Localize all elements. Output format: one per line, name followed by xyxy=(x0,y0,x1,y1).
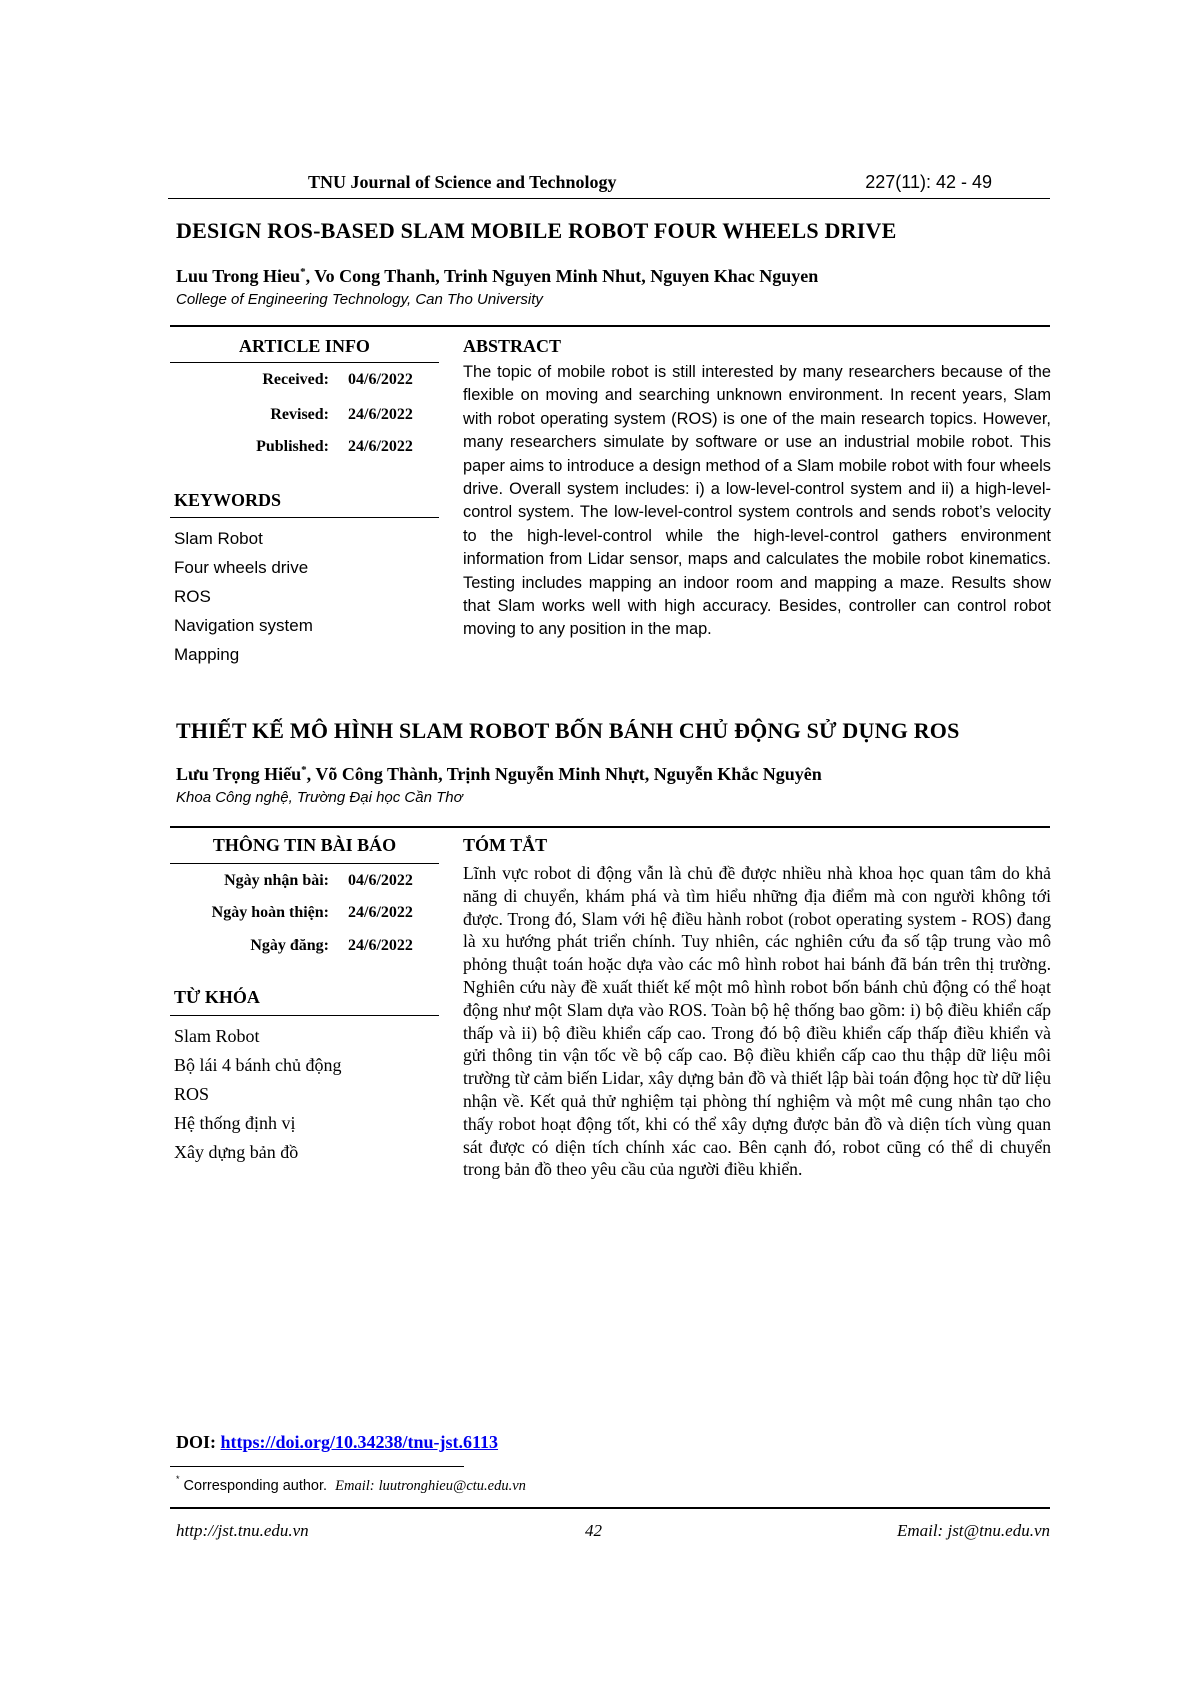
page-number: 42 xyxy=(585,1521,602,1540)
date-label: Ngày nhận bài: xyxy=(224,872,329,889)
keyword-item: Four wheels drive xyxy=(174,558,309,577)
date-published-vi xyxy=(170,937,439,959)
article-info-en xyxy=(170,325,1050,695)
volume-pages: 227(11): 42 - 49 xyxy=(865,172,992,192)
date-received-vi xyxy=(170,872,439,894)
journal-email: Email: jst@tnu.edu.vn xyxy=(896,1521,1050,1540)
date-value: 24/6/2022 xyxy=(348,438,413,455)
first-author-en: Luu Trong Hieu xyxy=(176,266,301,286)
first-author-vi: Lưu Trọng Hiếu xyxy=(176,764,302,784)
doi-link[interactable]: https://doi.org/10.34238/tnu-jst.6113 xyxy=(220,1432,499,1452)
footnote xyxy=(176,1476,526,1495)
keyword-item: Hệ thống định vị xyxy=(174,1113,296,1133)
date-label: Received: xyxy=(262,371,329,388)
article-info-heading-vi: THÔNG TIN BÀI BÁO xyxy=(212,835,397,855)
affiliation-en: College of Engineering Technology, Can Tho University xyxy=(176,291,543,308)
keywords-list-vi xyxy=(174,1022,341,1167)
page-footer xyxy=(170,1507,1050,1540)
keyword-item: Bộ lái 4 bánh chủ động xyxy=(174,1055,342,1075)
keywords-heading: KEYWORDS xyxy=(174,490,282,510)
keyword-item: Mapping xyxy=(174,645,240,664)
keyword-item: ROS xyxy=(174,587,211,606)
date-value: 24/6/2022 xyxy=(348,937,413,954)
journal-name: TNU Journal of Science and Technology xyxy=(308,172,617,192)
affiliation-vi: Khoa Công nghệ, Trường Đại học Cần Thơ xyxy=(176,789,463,806)
date-value: 24/6/2022 xyxy=(348,406,413,423)
keyword-item: Xây dựng bản đồ xyxy=(174,1142,299,1162)
other-authors-vi: , Võ Công Thành, Trịnh Nguyễn Minh Nhựt, Nguyễn Khắc Nguyên xyxy=(306,764,822,784)
other-authors-en: , Vo Cong Thanh, Trinh Nguyen Minh Nhut, Nguyen Khac Nguyen xyxy=(305,266,819,286)
abstract-text-en: The topic of mobile robot is still interested by many researchers because of the flexible on moving and searching unknown environment. In recent years, Slam with robot operating system (ROS) is one of the main research topics. However, many researchers simulate by software or use an industrial mobile robot. This paper aims to introduce a design method of a Slam mobile robot with four wheels drive. Overall system includes: i) a low-level-control system and ii) a high-level-control system. The low-level-control system controls and sends robot’s velocity to the high-level-control while the high-level-control gathers environment information from Lidar sensor, maps and calculates the mobile robot kinematics. Testing includes mapping an indoor room and mapping a maze. Results show that Slam works well with high accuracy. Besides, controller can control robot moving to any position in the map. xyxy=(463,363,1051,639)
top-rule xyxy=(170,325,1050,327)
keyword-item: Slam Robot xyxy=(174,1026,260,1046)
keyword-item: Slam Robot xyxy=(174,529,263,548)
article-info-heading: ARTICLE INFO xyxy=(239,336,370,356)
top-rule xyxy=(170,826,1050,828)
date-value: 04/6/2022 xyxy=(348,371,413,388)
date-value: 24/6/2022 xyxy=(348,904,413,921)
paper-title-en: DESIGN ROS-BASED SLAM MOBILE ROBOT FOUR WHEELS DRIVE xyxy=(176,218,897,243)
date-label: Ngày hoàn thiện: xyxy=(211,904,329,921)
keyword-item: Navigation system xyxy=(174,616,313,635)
authors-vi xyxy=(176,764,822,785)
footnote-text: Corresponding author. xyxy=(183,1477,328,1494)
footnote-email-label: Email: xyxy=(335,1477,375,1494)
doi-label: DOI: xyxy=(176,1432,216,1452)
keywords-rule xyxy=(170,517,439,518)
running-header xyxy=(168,168,1050,199)
corresponding-mark-en: * xyxy=(300,266,306,278)
date-received xyxy=(170,371,439,393)
keywords-list xyxy=(174,524,313,669)
info-rule xyxy=(170,362,439,363)
info-rule xyxy=(170,863,439,864)
footnote-mark: * xyxy=(176,1474,180,1484)
journal-website: http://jst.tnu.edu.vn xyxy=(176,1521,309,1540)
keyword-item: ROS xyxy=(174,1084,210,1104)
doi-line xyxy=(176,1432,498,1453)
keywords-rule xyxy=(170,1015,439,1016)
date-revised-vi xyxy=(170,904,439,926)
date-value: 04/6/2022 xyxy=(348,872,413,889)
date-label: Published: xyxy=(256,438,329,455)
keywords-heading-vi: TỪ KHÓA xyxy=(174,987,260,1007)
date-label: Ngày đăng: xyxy=(250,937,329,954)
date-label: Revised: xyxy=(270,406,329,423)
footnote-email: luutronghieu@ctu.edu.vn xyxy=(378,1477,526,1494)
footnote-rule xyxy=(170,1466,464,1467)
authors-en xyxy=(176,266,818,287)
abstract-heading: ABSTRACT xyxy=(463,336,562,356)
paper-title-vi: THIẾT KẾ MÔ HÌNH SLAM ROBOT BỐN BÁNH CHỦ ĐỘNG SỬ DỤNG ROS xyxy=(176,718,960,743)
corresponding-mark-vi: * xyxy=(301,764,307,776)
date-revised xyxy=(170,406,439,428)
date-published xyxy=(170,438,439,460)
abstract-text-vi: Lĩnh vực robot di động vẫn là chủ đề được nhiều nhà khoa học quan tâm do khả năng di chuyển, khám phá và tìm hiểu những địa điểm mà con người không tới được. Trong đó, Slam với hệ điều hành robot (robot operating system - ROS) đang là xu hướng phát triển chính. Tuy nhiên, các nghiên cứu đa số tập trung vào mô phỏng thuật toán hoặc dựa vào các mô hình robot hai bánh đã bán trên thị trường. Nghiên cứu này đề xuất thiết kế một mô hình robot bốn bánh chủ động có thể hoạt động như một Slam dựa vào ROS. Toàn bộ hệ thống bao gồm: i) bộ điều khiển cấp thấp và ii) bộ điều khiển cấp cao. Trong đó bộ điều khiển cấp thấp điều khiển và gửi thông tin vận tốc về bộ cấp cao. Bộ điều khiển cấp cao thu thập dữ liệu môi trường từ cảm biến Lidar, xây dựng bản đồ và thiết lập bài toán động học từ dữ liệu nhận về. Kết quả thử nghiệm tại phòng thí nghiệm và một mê cung nhân tạo cho thấy robot hoạt động tốt, khi có thể xây dựng được bản đồ và diện tích vùng quan sát được có diện tích chính xác cao. Bên cạnh đó, robot cũng có thể di chuyển trong bản đồ theo yêu cầu của người điều khiển. xyxy=(463,863,1051,1180)
abstract-heading-vi: TÓM TẮT xyxy=(463,835,548,855)
article-info-vi xyxy=(170,826,1050,1246)
